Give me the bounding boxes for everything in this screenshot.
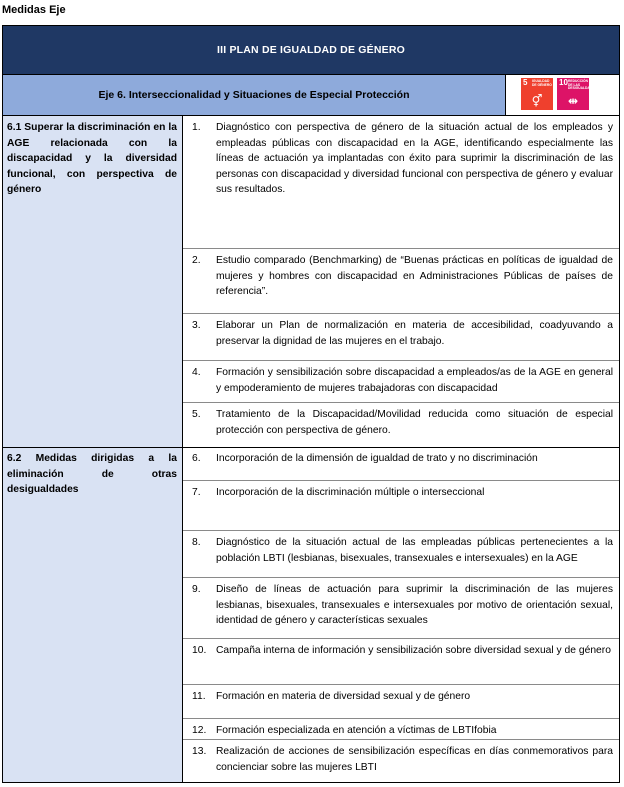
- measure-text: Incorporación de la discriminación múltiple o interseccional: [216, 487, 485, 498]
- measure-row: [183, 116, 619, 249]
- measure-number: 10.: [192, 645, 207, 656]
- measure-row: [183, 719, 619, 740]
- measure-number: 9.: [192, 584, 201, 595]
- measure-number: 1.: [192, 122, 201, 133]
- measure-text: Tratamiento de la Discapacidad/Movilidad reducida como situación de especial protección con perspectiva de género.: [216, 409, 613, 436]
- objective-6-2-label: 6.2 Medidas dirigidas a la eliminación de otras desigualdades: [7, 453, 177, 495]
- measure-number: 2.: [192, 255, 201, 266]
- sdg-5-badge: [521, 78, 553, 110]
- objective-6-1-cell: [3, 116, 183, 447]
- measure-number: 11.: [192, 691, 206, 702]
- axis-header-band: [3, 74, 619, 116]
- measure-number: 6.: [192, 453, 201, 464]
- measure-text: Formación en materia de diversidad sexual y de género: [216, 691, 471, 702]
- measure-text: Diagnóstico con perspectiva de género de la situación actual de los empleados y empleadas públicas con discapacidad en la AGE, identificando especialmente las líneas de actuación ya implantadas con éxito para suprimir la discriminación de las personas con discapacidad y diversidad funcional con perspectiva de género y evaluar sus resultados.: [216, 122, 613, 195]
- measure-number: 13.: [192, 746, 207, 757]
- measure-row: [183, 447, 619, 481]
- measures-table: [2, 25, 620, 783]
- measure-row: [183, 578, 619, 639]
- measure-row: [183, 531, 619, 578]
- measure-text: Formación especializada en atención a víctimas de LBTIfobia: [216, 725, 497, 736]
- plan-title: III PLAN DE IGUALDAD DE GÉNERO: [216, 44, 405, 56]
- measure-row: [183, 249, 619, 314]
- measure-row: [183, 685, 619, 719]
- plan-title-band: [3, 26, 619, 74]
- gender-equality-icon: ⚥: [531, 94, 543, 108]
- measure-number: 12.: [192, 725, 207, 736]
- measure-number: 7.: [192, 487, 201, 498]
- objective-6-1-label: 6.1 Superar la discriminación en la AGE relacionada con la discapacidad y la diversidad funcional, con perspectiva de género: [7, 122, 177, 195]
- measure-text: Elaborar un Plan de normalización en materia de accesibilidad, coadyuvando a preservar la dignidad de las mujeres en el trabajo.: [216, 320, 613, 347]
- sdg-10-label: REDUCCIÓN DE LAS DESIGUALDADES: [568, 79, 597, 91]
- measure-row: [183, 361, 619, 403]
- measure-number: 8.: [192, 537, 201, 548]
- sdg-10-number: 10: [559, 78, 568, 87]
- measure-text: Incorporación de la dimensión de igualdad de trato y no discriminación: [216, 453, 538, 464]
- measure-number: 5.: [192, 409, 201, 420]
- measure-row: [183, 740, 619, 782]
- measure-text: Diseño de líneas de actuación para suprimir la discriminación de las mujeres lesbianas, bisexuales, transexuales e intersexuales por motivo de orientación sexual, identidad de género y características sexuales: [216, 584, 613, 626]
- measure-text: Estudio comparado (Benchmarking) de “Buenas prácticas en políticas de igualdad de mujeres y hombres con discapacidad en Administraciones Públicas de países de referencia”.: [216, 255, 613, 297]
- sdg-5-label: IGUALDAD DE GÉNERO: [532, 79, 552, 87]
- measure-row: [183, 314, 619, 361]
- measure-row: [183, 639, 619, 685]
- reduced-inequalities-icon: ⇹: [567, 94, 579, 108]
- measure-row: [183, 481, 619, 531]
- measure-text: Realización de acciones de sensibilización específicas en días conmemorativos para concienciar sobre las mujeres LBTI: [216, 746, 613, 773]
- sdg-10-badge: [557, 78, 597, 110]
- sdg-5-number: 5: [523, 78, 528, 87]
- measure-text: Diagnóstico de la situación actual de las empleadas públicas pertenecientes a la población LBTI (lesbianas, bisexuales, transexuales e intersexuales) en la AGE: [216, 537, 613, 564]
- axis-title: Eje 6. Interseccionalidad y Situaciones de Especial Protección: [98, 89, 410, 101]
- document-title: Medidas Eje: [2, 4, 66, 16]
- measure-text: Campaña interna de información y sensibilización sobre diversidad sexual y de género: [216, 645, 611, 656]
- measure-text: Formación y sensibilización sobre discapacidad a empleados/as de la AGE en general y empoderamiento de mujeres trabajadoras con discapacidad: [216, 367, 613, 394]
- measure-number: 4.: [192, 367, 201, 378]
- objective-6-2-cell: [3, 447, 183, 782]
- measure-number: 3.: [192, 320, 201, 331]
- measure-row: [183, 403, 619, 447]
- sdg-badges: [505, 75, 619, 115]
